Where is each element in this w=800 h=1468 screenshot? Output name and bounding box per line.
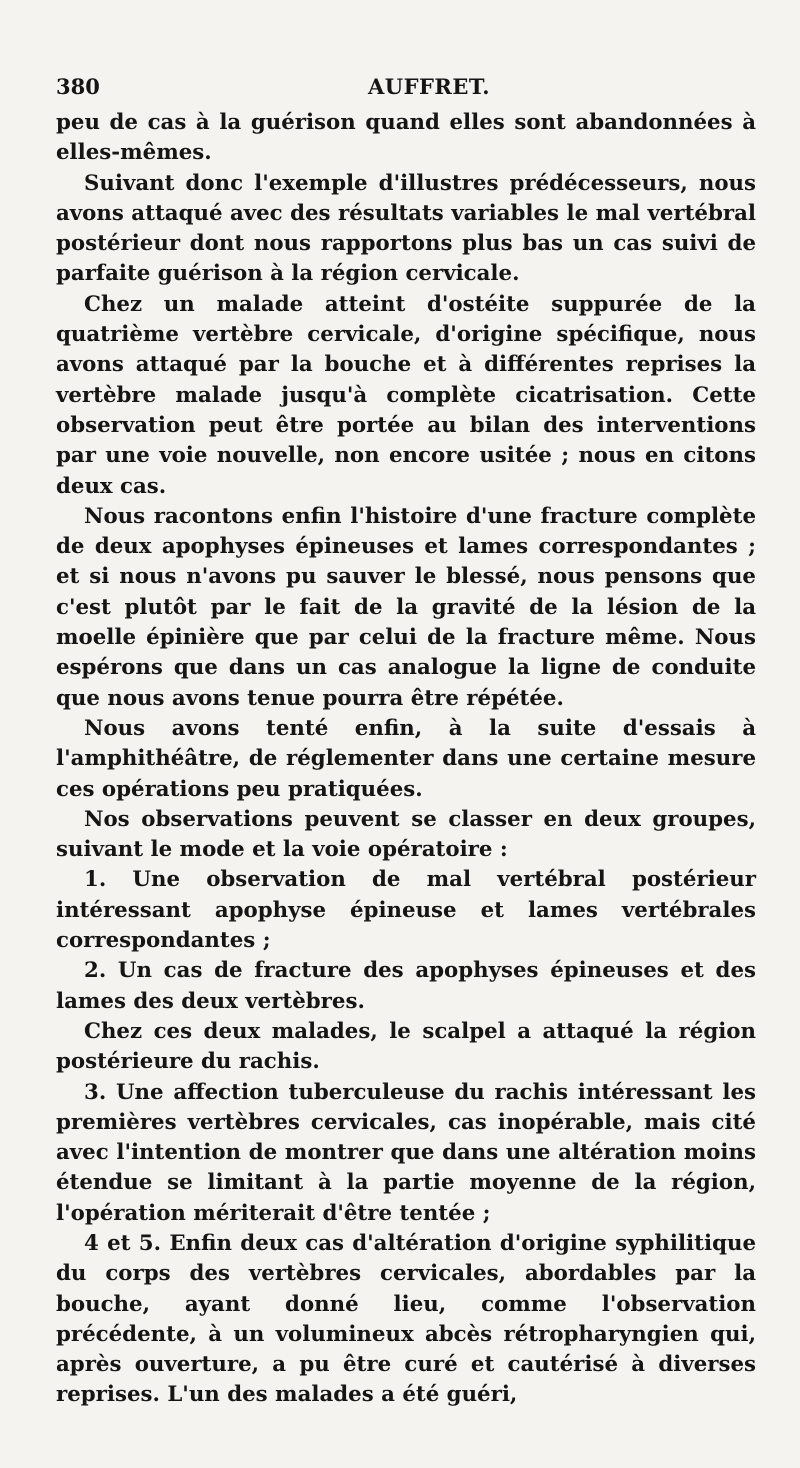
paragraph: Nos observations peuvent se classer en deux groupes, suivant le mode et la voie opératoire : (56, 806, 756, 863)
page-number: 380 (56, 74, 100, 99)
body-text (56, 108, 756, 1411)
paragraph: Suivant donc l'exemple d'illustres prédécesseurs, nous avons attaqué avec des résultats variables le mal vertébral postérieur dont nous rapportons plus bas un cas suivi de parfaite guérison à la région cervicale. (56, 170, 756, 287)
paragraph-continuation: peu de cas à la guérison quand elles sont abandonnées à elles-mêmes. (56, 110, 756, 166)
paragraph: Chez ces deux malades, le scalpel a attaqué la région postérieure du rachis. (56, 1018, 756, 1075)
paragraph: Nous avons tenté enfin, à la suite d'essais à l'amphithéâtre, de réglementer dans une certaine mesure ces opérations peu pratiquées. (56, 715, 756, 802)
list-item: 1. Une observation de mal vertébral postérieur intéressant apophyse épineuse et lames vertébrales correspondantes ; (56, 867, 756, 954)
running-header (56, 74, 756, 102)
running-head-author: AUFFRET. (368, 74, 491, 99)
list-item: 2. Un cas de fracture des apophyses épineuses et des lames des deux vertèbres. (56, 958, 756, 1014)
paragraph: Chez un malade atteint d'ostéite suppurée de la quatrième vertèbre cervicale, d'origine spécifique, nous avons attaqué par la bouche et à différentes reprises la vertèbre malade jusqu'à complète cicatrisation. Cette observation peut être portée au bilan des interventions par une voie nouvelle, non encore usitée ; nous en citons deux cas. (56, 291, 756, 499)
paragraph: Nous racontons enfin l'histoire d'une fracture complète de deux apophyses épineuses et lames correspondantes ; et si nous n'avons pu sauver le blessé, nous pensons que c'est plutôt par le fait de la gravité de la lésion de la moelle épinière que par celui de la fracture même. Nous espérons que dans un cas analogue la ligne de conduite que nous avons tenue pourra être répétée. (56, 503, 756, 711)
list-item: 4 et 5. Enfin deux cas d'altération d'origine syphilitique du corps des vertèbres cervicales, abordables par la bouche, ayant donné lieu, comme l'observation précédente, à un volumineux abcès rétropharyngien qui, après ouverture, a pu être curé et cautérisé à diverses reprises. L'un des malades a été guéri, (56, 1230, 756, 1408)
list-item: 3. Une affection tuberculeuse du rachis intéressant les premières vertèbres cervicales, cas inopérable, mais cité avec l'intention de montrer que dans une altération moins étendue se limitant à la partie moyenne de la région, l'opération mériterait d'être tentée ; (56, 1079, 756, 1226)
